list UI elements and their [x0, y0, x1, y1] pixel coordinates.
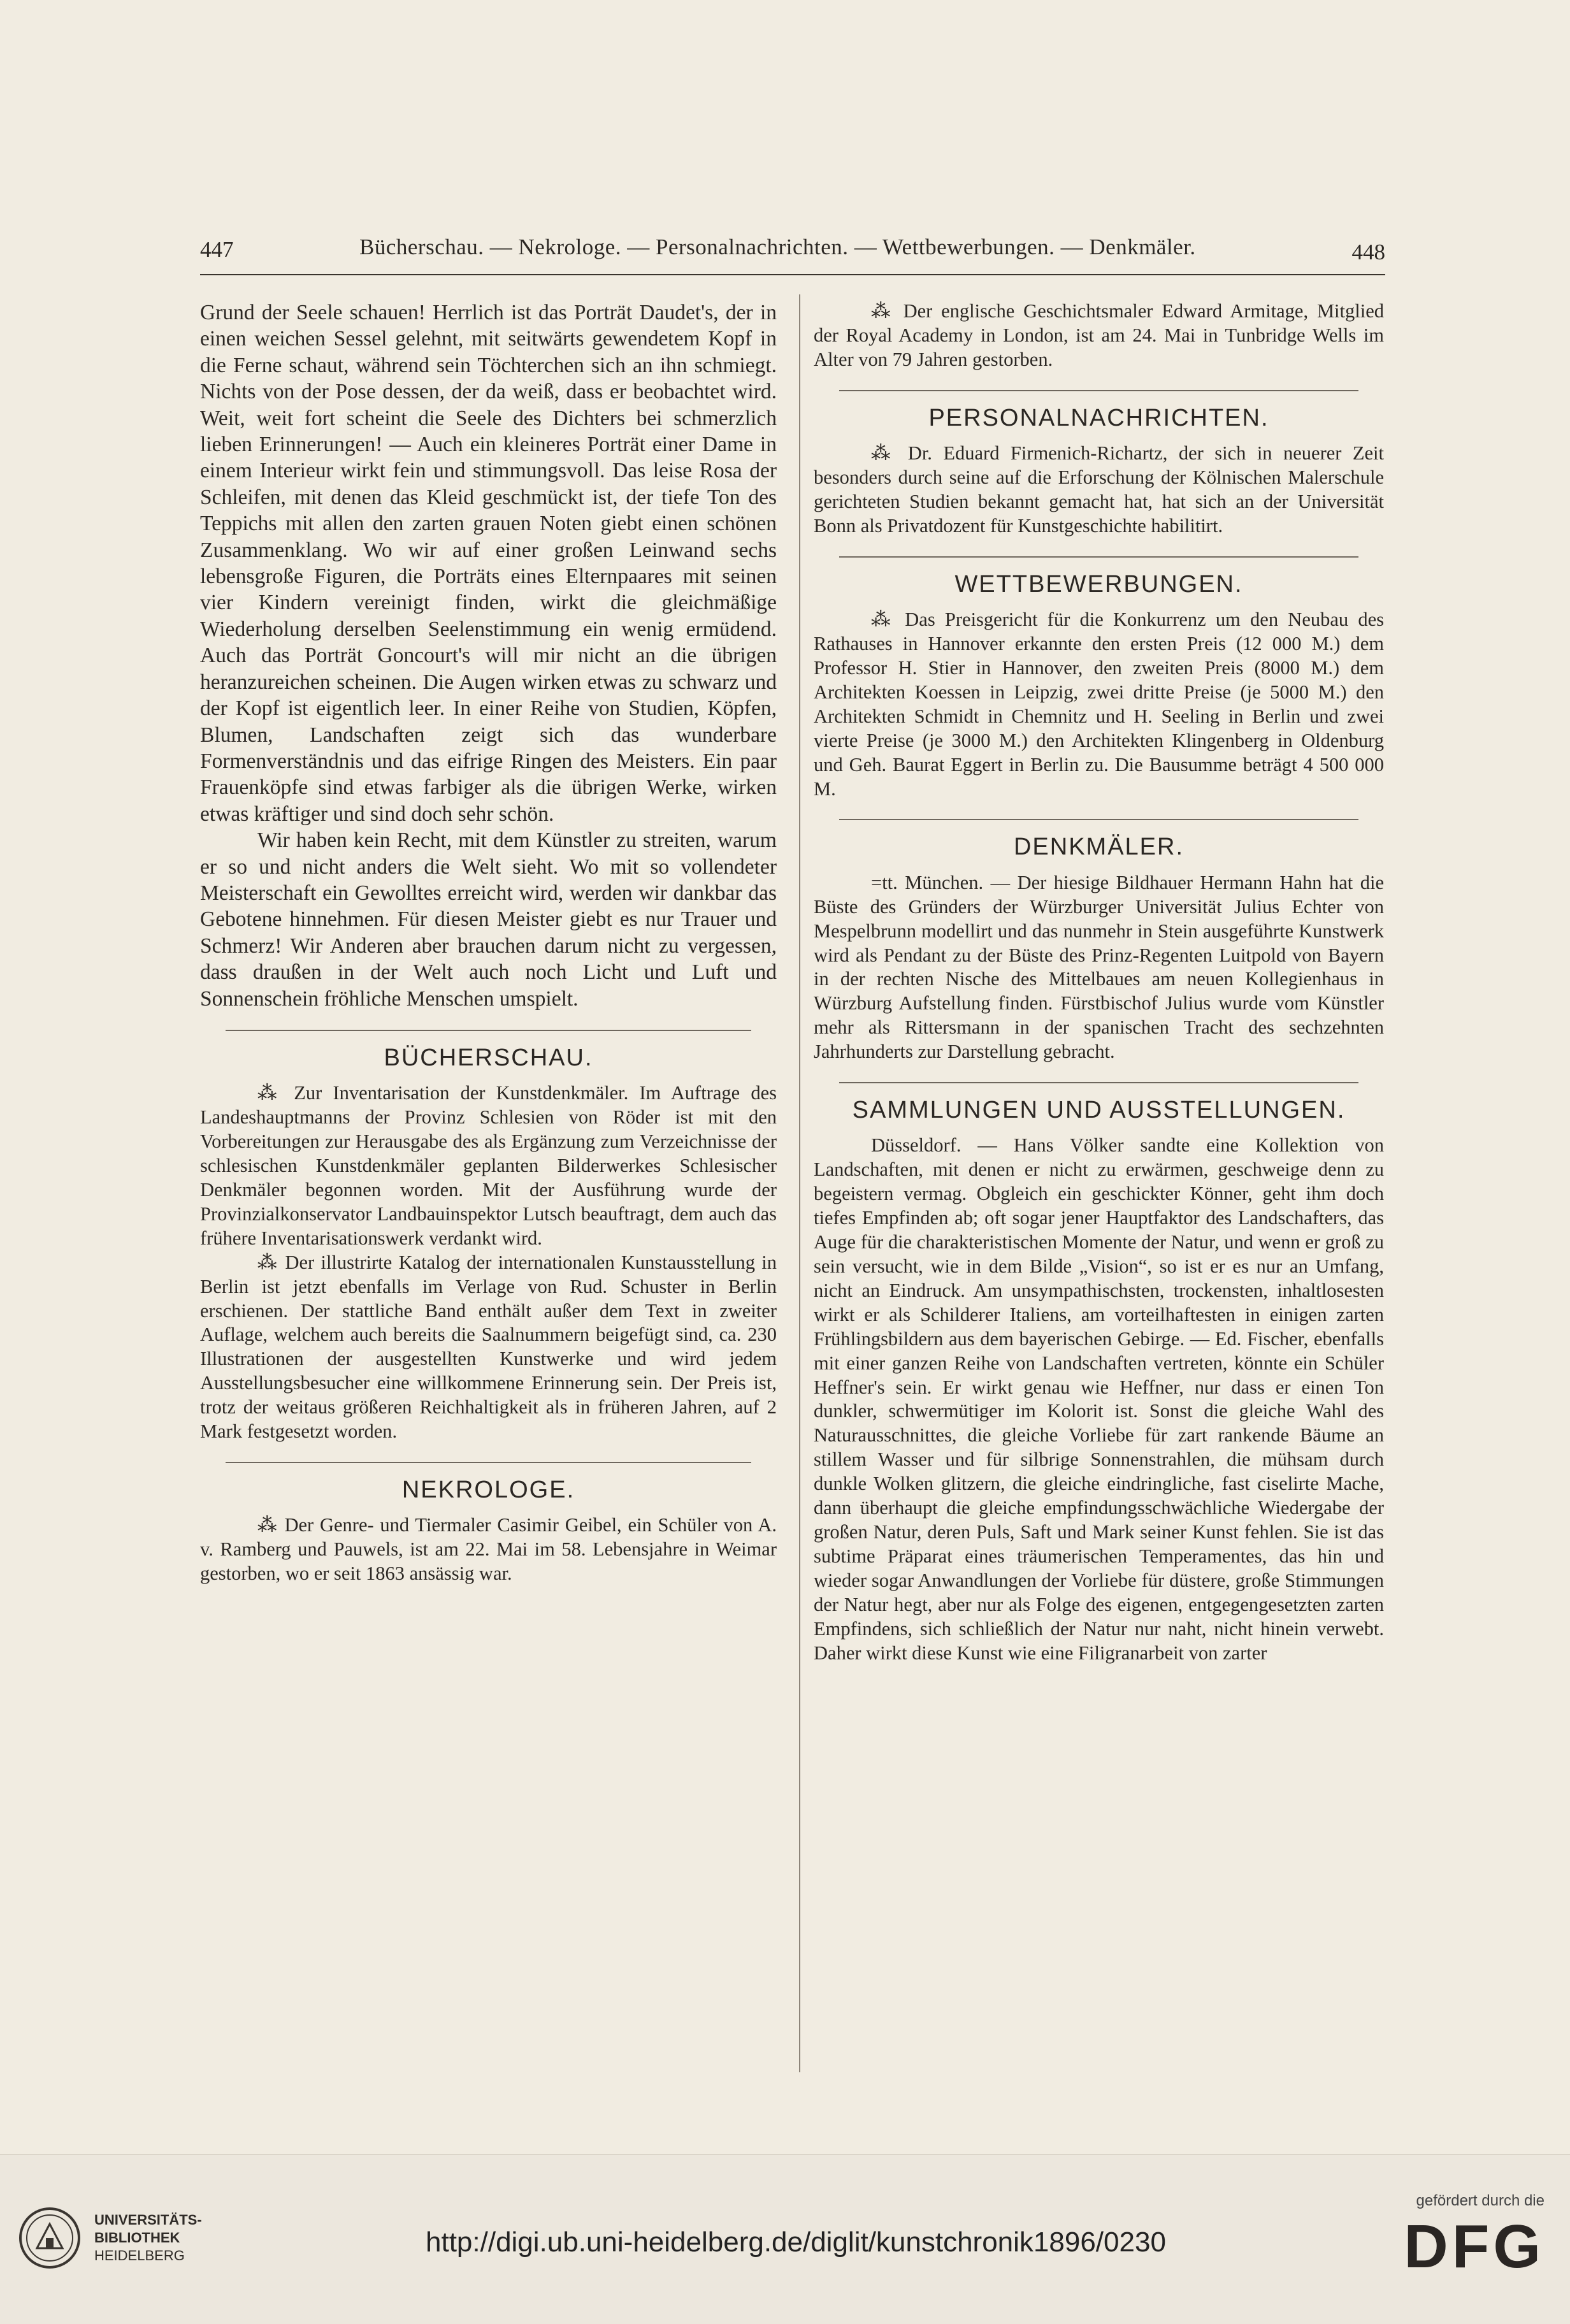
page-number-left: 447: [200, 237, 234, 262]
running-title: Bücherschau. — Nekrologe. — Personalnachrichten. — Wettbewerbungen. — Denkmäler.: [359, 235, 1196, 259]
body-paragraph: Grund der Seele schauen! Herrlich ist das Porträt Daudet's, der in einen weichen Sessel gelehnt, mit seitwärts gewendetem Kopf in die Ferne schaut, während sein Töchterchen sich an ihn schmiegt. Nichts von der Pose dessen, der da weiß, dass er beobachtet wird. Weit, weit fort scheint die Seele des Dichters bei schmerzlich lieben Erinnerungen! — Auch ein kleineres Porträt einer Dame in einem Interieur wirkt fein und stimmungsvoll. Das leise Rosa der Schleifen, mit denen das Kleid geschmückt ist, der tiefe Ton des Teppichs mit allen den zarten grauen Noten giebt einen schönen Zusammenklang. Wo wir auf einer großen Leinwand sechs lebensgroße Figuren, die Porträts eines Elternpaares mit seinen vier Kindern vereinigt finden, wirkt die gleichmäßige Wiederholung derselben Seelenstimmung ein wenig ermüdend. Auch das Porträt Goncourt's will mir nicht an die übrigen heranzureichen scheinen. Die Augen wirken etwas zu schwarz und der Kopf ist eigentlich leer. In einer Reihe von Studien, Köpfen, Blumen, Landschaften zeigt sich das wunderbare Formenverständnis und das eifrige Ringen des Meisters. Ein paar Frauenköpfe sind etwas farbiger als die übrigen Werke, wirken etwas kräftiger und sind doch sehr schön.: [200, 301, 777, 826]
uni-line: BIBLIOTHEK: [94, 2230, 180, 2246]
section-title-sammlungen: SAMMLUNGEN UND AUSSTELLUNGEN.: [852, 1097, 1346, 1124]
uni-line: HEIDELBERG: [94, 2248, 185, 2263]
page-number-right: 448: [1351, 240, 1385, 264]
right-column: [814, 300, 1384, 1665]
university-seal-icon: [18, 2206, 82, 2270]
news-item: ⁂ Das Preisgericht für die Konkurrenz um den Neubau des Rathauses in Hannover erkannte den ersten Preis (12 000 M.) dem Professor H. Stier in Hannover, den zweiten Preis (8000 M.) dem Architekten Koessen in Leipzig, zwei dritte Preise (je 5000 M.) den Architekten Schmidt in Chemnitz und H. Seeling in Berlin und zwei vierte Preise (je 3000 M.) den Architekten Klingenberg in Oldenburg und Geh. Baurat Eggert in Berlin zu. Die Bausumme beträgt 4 500 000 M.: [814, 609, 1384, 800]
section-title-wettbewerbungen: WETTBEWERBUNGEN.: [954, 570, 1243, 598]
section-rule: [226, 1030, 751, 1031]
sponsor-caption: gefördert durch die: [1416, 2192, 1545, 2209]
section-title-personalnachrichten: PERSONALNACHRICHTEN.: [928, 404, 1269, 431]
column-divider: [799, 294, 800, 2072]
news-item: Düsseldorf. — Hans Völker sandte eine Kollektion von Landschaften, mit denen er nicht zu erwärmen, geschweige denn zu begeistern vermag. Obgleich ein geschickter Könner, geht ihm doch tiefes Empfinden ab; oft sogar jener Hauptfaktor des Landschafters, das Auge für die charakteristischen Momente der Natur, und wenn er groß zu sein versucht, wie in dem Bilde „Vision“, so ist er es nur an Umfang, nicht an Eindruck. Am unsympathischsten, trockensten, inhaltlosesten wirkt er als Schilderer Italiens, am vorteilhaftesten in einigen zarten Frühlingsbildern aus dem bayerischen Gebirge. — Ed. Fischer, ebenfalls mit einer ganzen Reihe von Landschaften vertreten, könnte ein Schüler Heffner's sein. Er wirkt genau wie Heffner, nur dass er einen Ton dunkler, schwermütiger im Kolorit ist. Sonst die gleiche Wahl des Naturausschnittes, die gleiche Vorliebe für zart rankende Bäume an stillem Wasser und für silbrige Sonnenstrahlen, die mühsam durch dunkle Wolken glitzern, die gleiche eindringliche, fast ciselirte Mache, dann überhaupt die gleiche empfindungsschwächliche Wiedergabe der großen Natur, deren Puls, Saft und Mark seiner Kunst fehlen. Sie ist das subtime Präparat eines träumerischen Temperamentes, das hin und wieder sogar Anwandlungen der Vorliebe für düstere, große Stimmungen der Natur hegt, aber nur als Folge des eigenen, entgegengesetzten zarten Empfindens, sich schließlich der Natur nur naht, nicht hinein verwebt. Daher wirkt diese Kunst wie eine Filigranarbeit von zarter: [814, 1134, 1384, 1664]
dfg-logo: DFG: [1404, 2212, 1545, 2281]
university-library-name: [94, 2211, 202, 2265]
body-paragraph: Wir haben kein Recht, mit dem Künstler zu streiten, warum er so und nicht anders die Welt sieht. Wo mit so vollendeter Meisterschaft ein Gewolltes erreicht wird, werden wir dankbar das Gebotene hinnehmen. Für diesen Meister giebt es nur Trauer und Schmerz! Wir Anderen aber brauchen darum nicht zu vergessen, dass draußen in der Welt auch noch Licht und Luft und Sonnenschein fröhliche Menschen umspielt.: [200, 828, 777, 1011]
section-rule: [839, 390, 1358, 391]
section-rule: [839, 1082, 1358, 1083]
news-item: ⁂ Der illustrirte Katalog der internationalen Kunstausstellung in Berlin ist jetzt ebenfalls im Verlage von Rud. Schuster in Berlin erschienen. Der stattliche Band enthält außer dem Text in zweiter Auflage, welchem auch bereits die Saalnummern beigefügt sind, ca. 230 Illustrationen der ausgestellten Kunstwerke und wird jedem Ausstellungsbesucher eine willkommene Erinnerung sein. Der Preis ist, trotz der weitaus größeren Reichhaltigkeit als in früheren Jahren, auf 2 Mark festgesetzt worden.: [200, 1251, 777, 1443]
news-item: ⁂ Der englische Geschichtsmaler Edward Armitage, Mitglied der Royal Academy in London, ist am 24. Mai in Tunbridge Wells im Alter von 79 Jahren gestorben.: [814, 300, 1384, 370]
section-title-denkmaeler: DENKMÄLER.: [1013, 834, 1185, 861]
header-rule: [200, 274, 1385, 275]
news-item: ⁂ Zur Inventarisation der Kunstdenkmäler. Im Auftrage des Landeshauptmanns der Provinz Schlesien von Röder ist mit den Vorbereitungen zur Herausgabe des als Ergänzung zum Verzeichnisse der schlesischen Kunstdenkmäler geplanten Bilderwerkes Schlesischer Denkmäler begonnen worden. Mit der Ausführung wurde der Provinzialkonservator Landbauinspektor Lutsch beauftragt, dem auch das frühere Inventarisationswerk verdankt wird.: [200, 1082, 777, 1249]
section-rule: [839, 819, 1358, 820]
section-rule: [839, 556, 1358, 558]
uni-line: UNIVERSITÄTS-: [94, 2212, 202, 2228]
news-item: ⁂ Dr. Eduard Firmenich-Richartz, der sich in neuerer Zeit besonders durch seine auf die Erforschung der Kölnischen Malerschule gerichteten Studien bekannt gemacht hat, hat sich an der Universität Bonn als Privatdozent für Kunstgeschichte habilitirt.: [814, 442, 1384, 537]
section-title-buecherschau: BÜCHERSCHAU.: [384, 1044, 593, 1071]
news-item: ⁂ Der Genre- und Tiermaler Casimir Geibel, ein Schüler von A. v. Ramberg und Pauwels, ist am 22. Mai im 58. Lebensjahre in Weimar gestorben, wo er seit 1863 ansässig war.: [200, 1514, 777, 1585]
permalink[interactable]: http://digi.ub.uni-heidelberg.de/diglit/kunstchronik1896/0230: [426, 2227, 1166, 2258]
sponsor-block: [1404, 2192, 1545, 2281]
news-item: =tt. München. — Der hiesige Bildhauer Hermann Hahn hat die Büste des Gründers der Würzburger Universität Julius Echter von Mespelbrunn modellirt und das nunmehr in Stein ausgeführte Kunstwerk wird als Pendant zu der Büste des Prinz-Regenten Luitpold von Bayern in der rechten Nische des Mittelbaues am neuen Kollegienhaus in Würzburg Aufstellung finden. Fürstbischof Julius wurde vom Künstler mehr als Rittersmann in der spanischen Tracht des sechzehnten Jahrhunderts zur Darstellung gebracht.: [814, 871, 1384, 1063]
page-header: [200, 231, 1385, 275]
section-title-nekrologe: NEKROLOGE.: [401, 1476, 575, 1503]
section-rule: [226, 1462, 751, 1463]
left-column: [200, 300, 777, 1586]
